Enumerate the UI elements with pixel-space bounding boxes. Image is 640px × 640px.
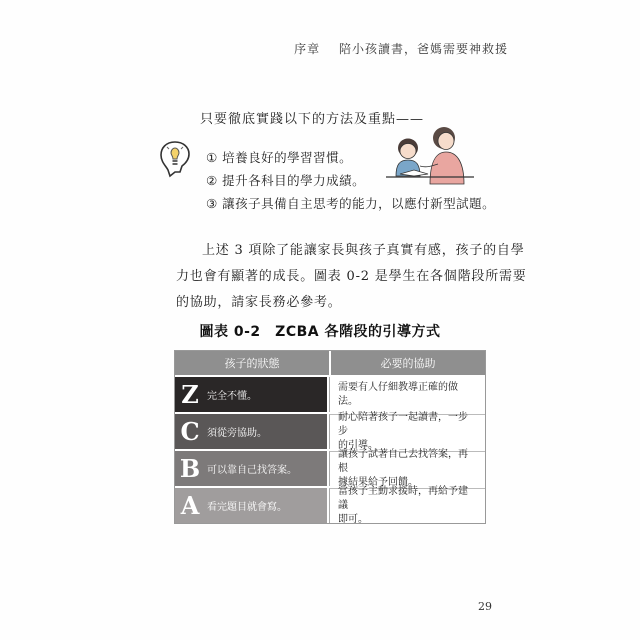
table-title: 圖表 0-2 ZCBA 各階段的引導方式 bbox=[199, 324, 441, 340]
paragraph-line-3: 的協助，請家長務必參考。 bbox=[176, 295, 342, 310]
help-cell bbox=[329, 488, 485, 523]
lead-sentence: 只要徹底實踐以下的方法及重點—— bbox=[200, 112, 425, 127]
parent-child-reading-illustration bbox=[384, 124, 476, 186]
help-cell bbox=[329, 377, 485, 412]
state-text: 看完題目就會寫。 bbox=[207, 502, 287, 513]
help-text-line-2: 的引導。 bbox=[338, 440, 378, 451]
help-text-line-1: 耐心陪著孩子一起讀書，一步步 bbox=[338, 412, 468, 437]
help-text-line-1: 需要有人仔細教導正確的做法。 bbox=[338, 381, 458, 407]
state-text: 可以靠自己找答案。 bbox=[207, 465, 297, 476]
help-text-line-1: 當孩子主動求援時，再給予建議 bbox=[338, 486, 468, 511]
lightbulb-icon bbox=[158, 139, 192, 179]
table-header-state: 孩子的狀態 bbox=[175, 351, 331, 375]
state-cell bbox=[175, 414, 329, 449]
table-row bbox=[175, 412, 485, 449]
key-point-2: ② 提升各科目的學力成績。 bbox=[206, 173, 366, 188]
running-head bbox=[294, 40, 508, 57]
stage-letter: B bbox=[179, 454, 201, 483]
table-row bbox=[175, 486, 485, 523]
key-point-1: ① 培養良好的學習習慣。 bbox=[206, 150, 353, 165]
table-row bbox=[175, 449, 485, 486]
zcba-table bbox=[174, 350, 486, 524]
paragraph-line-2: 力也會有顯著的成長。圖表 0-2 是學生在各個階段所需要 bbox=[176, 269, 527, 284]
help-cell bbox=[329, 451, 485, 486]
table-header-row bbox=[175, 351, 485, 375]
help-text-line-2: 據結果給予回饋。 bbox=[338, 477, 418, 488]
state-cell bbox=[175, 488, 329, 523]
help-text-line-1: 讓孩子試著自己去找答案，再根 bbox=[338, 449, 468, 474]
running-head-chapter: 序章 bbox=[294, 42, 321, 56]
key-point-3: ③ 讓孩子具備自主思考的能力，以應付新型試題。 bbox=[206, 196, 496, 211]
stage-letter: C bbox=[180, 417, 200, 446]
paragraph-line-1: 上述 3 項除了能讓家長與孩子真實有感，孩子的自學 bbox=[202, 243, 525, 258]
stage-letter: Z bbox=[181, 380, 199, 409]
help-text-line-2: 即可。 bbox=[338, 514, 368, 525]
state-cell bbox=[175, 451, 329, 486]
state-cell bbox=[175, 377, 329, 412]
help-cell bbox=[329, 414, 485, 449]
state-text: 完全不懂。 bbox=[207, 391, 257, 402]
table-row bbox=[175, 375, 485, 412]
state-text: 須從旁協助。 bbox=[207, 428, 267, 439]
table-header-help: 必要的協助 bbox=[380, 357, 436, 370]
running-head-title: 陪小孩讀書，爸媽需要神救援 bbox=[338, 42, 508, 56]
stage-letter: A bbox=[180, 491, 200, 520]
page-number: 29 bbox=[478, 600, 492, 613]
body-paragraph bbox=[176, 238, 527, 316]
